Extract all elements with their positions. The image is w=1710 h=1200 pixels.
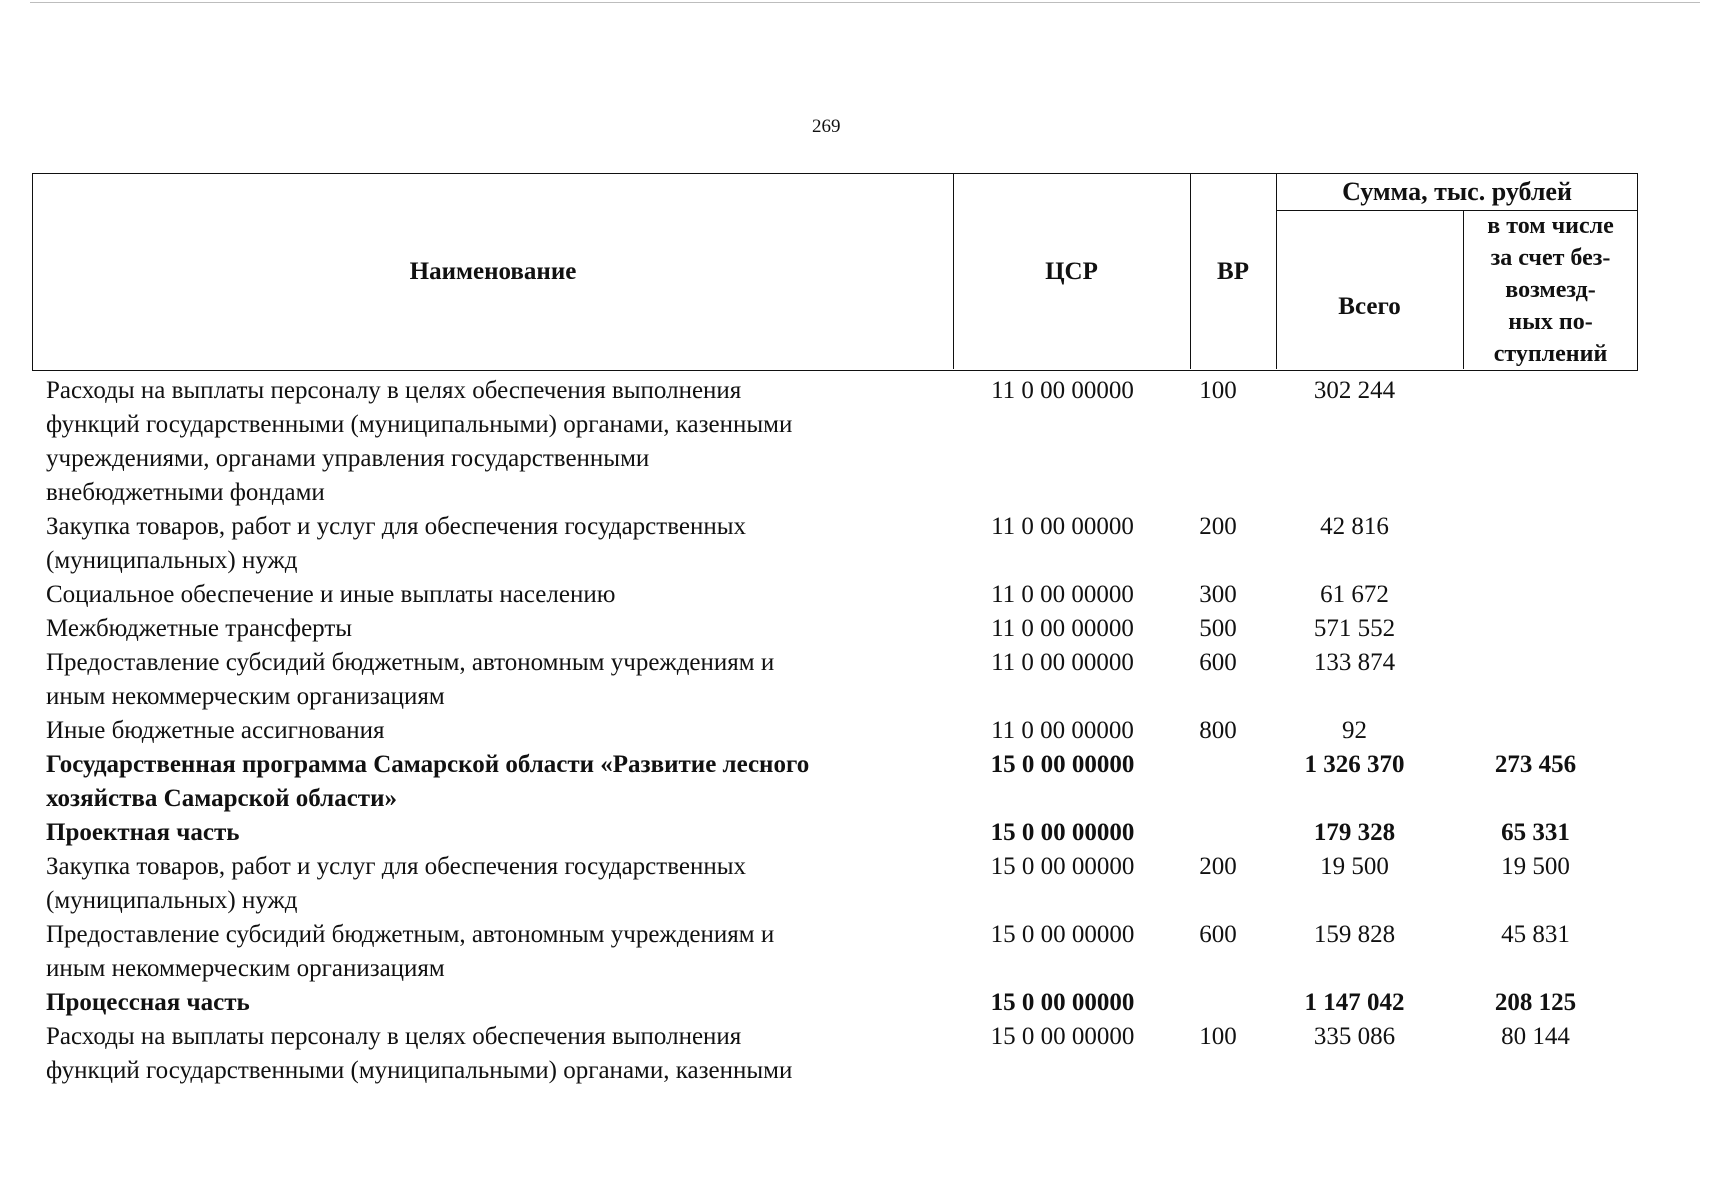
row-name-line: (муниципальных) нужд <box>46 887 298 914</box>
row-total: 42 816 <box>1320 513 1389 540</box>
row-vr: 500 <box>1199 615 1237 642</box>
row-total: 302 244 <box>1313 377 1396 404</box>
table-row <box>32 816 1638 850</box>
row-name <box>32 374 938 510</box>
row-name-line: Государственная программа Самарской области «Развитие лесного <box>46 751 810 778</box>
row-name <box>32 646 938 714</box>
header-sum: Сумма, тыс. рублей <box>1342 177 1572 206</box>
row-name <box>32 918 938 986</box>
row-name-line: иным некоммерческим организациям <box>46 955 445 982</box>
row-name-line: (муниципальных) нужд <box>46 547 298 574</box>
row-name <box>32 714 938 748</box>
row-name-line: Расходы на выплаты персоналу в целях обеспечения выполнения <box>46 1023 742 1050</box>
row-name-line: иным некоммерческим организациям <box>46 683 445 710</box>
row-csr: 11 0 00 00000 <box>991 377 1134 404</box>
header-csr: ЦСР <box>1045 257 1098 285</box>
header-name: Наименование <box>409 257 577 285</box>
row-total: 159 828 <box>1313 921 1396 948</box>
table-row <box>32 578 1638 612</box>
row-name <box>32 612 938 646</box>
row-name-line: Социальное обеспечение и иные выплаты населению <box>46 581 616 608</box>
row-name-line: функций государственными (муниципальными) органами, казенными <box>46 1057 793 1084</box>
row-csr: 15 0 00 00000 <box>990 853 1135 880</box>
row-including <box>1448 510 1623 578</box>
table-row <box>32 748 1638 816</box>
row-vr: 100 <box>1199 377 1237 404</box>
row-csr: 11 0 00 00000 <box>991 581 1134 608</box>
table-row <box>32 510 1638 578</box>
row-including <box>1448 374 1623 510</box>
row-csr: 15 0 00 00000 <box>990 819 1135 846</box>
row-including <box>1448 612 1623 646</box>
row-name-line: функций государственными (муниципальными) органами, казенными <box>46 411 793 438</box>
table-row <box>32 918 1638 986</box>
row-csr: 11 0 00 00000 <box>991 615 1134 642</box>
row-including: 273 456 <box>1494 751 1577 778</box>
scan-top-rule <box>30 2 1700 3</box>
table-row <box>32 850 1638 918</box>
row-vr: 600 <box>1199 649 1237 676</box>
row-total: 571 552 <box>1313 615 1396 642</box>
row-total: 1 326 370 <box>1304 751 1405 778</box>
row-total: 1 147 042 <box>1304 989 1405 1016</box>
row-name-line: Процессная часть <box>46 989 250 1016</box>
row-name <box>32 850 938 918</box>
row-including: 208 125 <box>1494 989 1577 1016</box>
row-name-line: Межбюджетные трансферты <box>46 615 353 642</box>
row-vr <box>1175 986 1261 1020</box>
row-vr: 800 <box>1199 717 1237 744</box>
row-total: 335 086 <box>1313 1023 1396 1050</box>
row-including <box>1448 578 1623 612</box>
row-csr: 15 0 00 00000 <box>990 1023 1135 1050</box>
row-vr <box>1175 748 1261 816</box>
row-vr: 600 <box>1199 921 1237 948</box>
header-including-text: в том числе за счет без- возмезд- ных по- ступлений <box>1487 212 1614 367</box>
table-row <box>32 374 1638 510</box>
row-total: 92 <box>1342 717 1367 744</box>
table-row <box>32 986 1638 1020</box>
header-total: Всего <box>1338 292 1401 320</box>
row-name-line: Предоставление субсидий бюджетным, автономным учреждениям и <box>46 921 775 948</box>
row-total: 19 500 <box>1320 853 1389 880</box>
row-vr: 200 <box>1199 513 1237 540</box>
table-row <box>32 1020 1638 1088</box>
row-name <box>32 510 938 578</box>
row-csr: 11 0 00 00000 <box>991 513 1134 540</box>
row-including: 19 500 <box>1501 853 1570 880</box>
row-name <box>32 748 938 816</box>
row-including <box>1448 714 1623 748</box>
row-name-line: Предоставление субсидий бюджетным, автономным учреждениям и <box>46 649 775 676</box>
table-row <box>32 646 1638 714</box>
row-name <box>32 1020 938 1088</box>
table-row <box>32 714 1638 748</box>
row-name-line: хозяйства Самарской области» <box>46 785 397 812</box>
row-vr: 200 <box>1199 853 1237 880</box>
row-including: 65 331 <box>1501 819 1570 846</box>
row-name-line: Иные бюджетные ассигнования <box>46 717 385 744</box>
row-vr: 300 <box>1199 581 1237 608</box>
header-vr: ВР <box>1217 257 1249 285</box>
row-including <box>1448 646 1623 714</box>
row-total: 179 328 <box>1313 819 1396 846</box>
row-name-line: Проектная часть <box>46 819 240 846</box>
row-including: 45 831 <box>1501 921 1570 948</box>
row-vr: 100 <box>1199 1023 1237 1050</box>
row-vr <box>1175 816 1261 850</box>
page-number: 269 <box>812 116 841 137</box>
row-csr: 15 0 00 00000 <box>990 989 1135 1016</box>
row-csr: 11 0 00 00000 <box>991 717 1134 744</box>
row-name <box>32 578 938 612</box>
row-total: 133 874 <box>1313 649 1396 676</box>
row-csr: 15 0 00 00000 <box>990 751 1135 778</box>
row-name-line: внебюджетными фондами <box>46 479 325 506</box>
row-csr: 15 0 00 00000 <box>990 921 1135 948</box>
row-including: 80 144 <box>1501 1023 1570 1050</box>
row-total: 61 672 <box>1320 581 1389 608</box>
row-name-line: Закупка товаров, работ и услуг для обеспечения государственных <box>46 853 747 880</box>
row-name-line: Расходы на выплаты персоналу в целях обеспечения выполнения <box>46 377 742 404</box>
row-name <box>32 816 938 850</box>
row-name <box>32 986 938 1020</box>
header-including <box>1463 210 1638 369</box>
row-csr: 11 0 00 00000 <box>991 649 1134 676</box>
row-name-line: учреждениями, органами управления государственными <box>46 445 650 472</box>
table-row <box>32 612 1638 646</box>
row-name-line: Закупка товаров, работ и услуг для обеспечения государственных <box>46 513 747 540</box>
table-header <box>32 173 1638 371</box>
table-body <box>32 374 1638 1088</box>
